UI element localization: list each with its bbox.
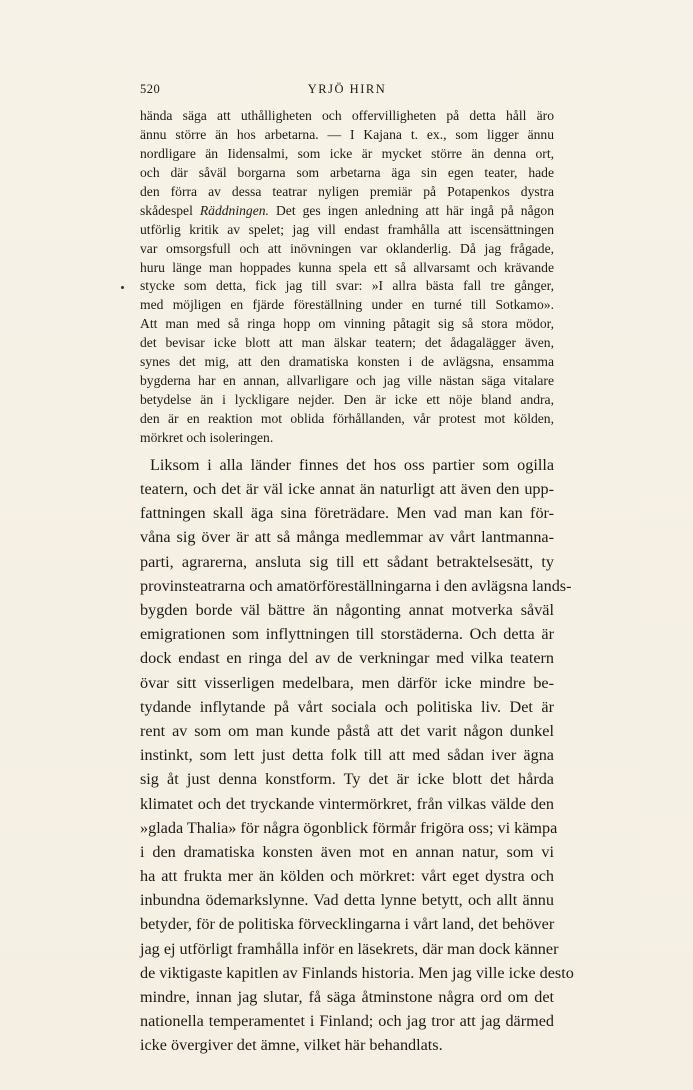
text-line: ha att frukta mer än kölden och mörkret: vårt eget dystra och bbox=[140, 867, 554, 886]
text-line: icke övergiver det ämne, vilket här behandlats. bbox=[140, 1036, 443, 1055]
margin-mark bbox=[121, 286, 124, 289]
text-line: de viktigaste kapitlen av Finlands historia. Men jag ville icke desto bbox=[140, 963, 574, 982]
text-line: »glada Thalia» för några ögonblick förmår frigöra oss; vi kämpa bbox=[140, 818, 558, 837]
text-line: bygderna har en annan, allvarligare och jag ville nästan säga vitalare bbox=[140, 373, 554, 389]
text-line: hända säga att uthålligheten och offervilligheten på detta håll äro bbox=[140, 108, 554, 123]
text-line: tydande inflytande på vårt sociala och politiska liv. Det är bbox=[140, 697, 554, 716]
text-line: var omsorgsfull och att inövningen var oklanderlig. Då jag frågade, bbox=[140, 240, 554, 256]
text-line: i den dramatiska konsten även mot en annan natur, som vi bbox=[140, 842, 554, 861]
text-line: inbundna ödemarkslynne. Vad detta lynne betytt, och allt ännu bbox=[140, 891, 554, 910]
page-header bbox=[140, 82, 554, 100]
text-line: betyder, för de politiska förvecklingarna i vårt land, det behöver bbox=[140, 915, 555, 934]
running-head: YRJÖ HIRN bbox=[307, 82, 387, 96]
body-text bbox=[140, 107, 574, 1058]
text-line: teatern, och det är väl icke annat än naturligt att även den upp- bbox=[140, 480, 554, 499]
paragraph-large-print bbox=[140, 453, 574, 1058]
text-line: synes det mig, att den dramatiska konsten i de avlägsna, ensamma bbox=[140, 354, 554, 370]
text-line: huru länge man hoppades kunna spela ett så allvarsamt och krävande bbox=[140, 259, 554, 275]
text-line: fattningen skall äga sina företrädare. Men vad man kan för- bbox=[140, 504, 554, 523]
text-line: rent av som om man kunde påstå att det varit någon dunkel bbox=[140, 721, 554, 740]
page-number: 520 bbox=[140, 82, 161, 96]
text-line: nationella temperamentet i Finland; och jag tror att jag därmed bbox=[140, 1012, 554, 1031]
text-line: bygden borde väl bättre än någonting annat motverka såväl bbox=[140, 601, 554, 619]
text-line: den är en reaktion mot oblida förhållanden, vår protest mot kölden, bbox=[140, 411, 554, 426]
text-line: Att man med så ringa hopp om vinning påtagit sig så stora mödor, bbox=[140, 316, 554, 332]
text-line: instinkt, som lett just detta folk till att med sådan iver ägna bbox=[140, 746, 554, 765]
text-line: jag ej utförligt framhålla inför en läsekrets, där man dock känner bbox=[140, 939, 559, 958]
text-line: mörkret och isoleringen. bbox=[140, 429, 274, 445]
text-line: övar sitt visserligen medelbara, men därför icke mindre be- bbox=[140, 673, 554, 692]
text-line: mindre, innan jag slutar, få säga åtminstone några ord om det bbox=[140, 988, 554, 1006]
text-line: sig åt just denna konstform. Ty det är icke blott det hårda bbox=[140, 770, 554, 789]
text-line: den förra av dessa teatrar nyligen premiär på Potapenkos dystra bbox=[140, 183, 554, 199]
text-line: emigrationen som inflyttningen till storstäderna. Och detta är bbox=[140, 625, 554, 644]
text-segment: Det ges ingen anledning att här ingå på någon bbox=[268, 202, 554, 218]
text-line: Liksom i alla länder finnes det hos oss partier som ogilla bbox=[150, 455, 554, 474]
text-segment: skådespel bbox=[140, 202, 200, 218]
text-line: våna sig över är att så många medlemmar av vårt lantmanna- bbox=[140, 528, 554, 547]
paragraph-small-print bbox=[140, 107, 554, 448]
text-line: det bevisar icke blott att man älskar teatern; det ådagalägger även, bbox=[140, 335, 554, 351]
text-line: ännu större än hos arbetarna. — I Kajana t. ex., som ligger ännu bbox=[140, 126, 554, 142]
text-line: parti, agrarerna, ansluta sig till ett sådant betraktelsesätt, ty bbox=[140, 552, 554, 571]
text-line: betydelse än i lyckligare nejder. Den är icke ett nöje bland andra, bbox=[140, 392, 554, 408]
text-line: utförlig kritik av spelet; jag vill endast framhålla att iscensättningen bbox=[140, 221, 554, 237]
text-line-with-italic bbox=[140, 202, 554, 221]
text-line: med möjligen en fjärde föreställning under en turné till Sotkamo». bbox=[140, 297, 554, 313]
text-line: dock endast en ringa del av de verkningar med vilka teatern bbox=[140, 649, 554, 668]
text-line: och där såväl borgarna som arbetarna äga sin egen teater, hade bbox=[140, 164, 554, 180]
italic-title: Räddningen. bbox=[199, 202, 269, 218]
text-line: stycke som detta, fick jag till svar: »I allra bästa fall tre gånger, bbox=[140, 278, 554, 294]
text-line: nordligare än Iidensalmi, som icke är mycket större än denna ort, bbox=[140, 145, 554, 161]
text-line: provinsteatrarna och amatörföreställningarna i den avlägsna lands- bbox=[140, 576, 572, 595]
text-line: klimatet och det tryckande vintermörkret, från vilkas välde den bbox=[140, 794, 554, 813]
